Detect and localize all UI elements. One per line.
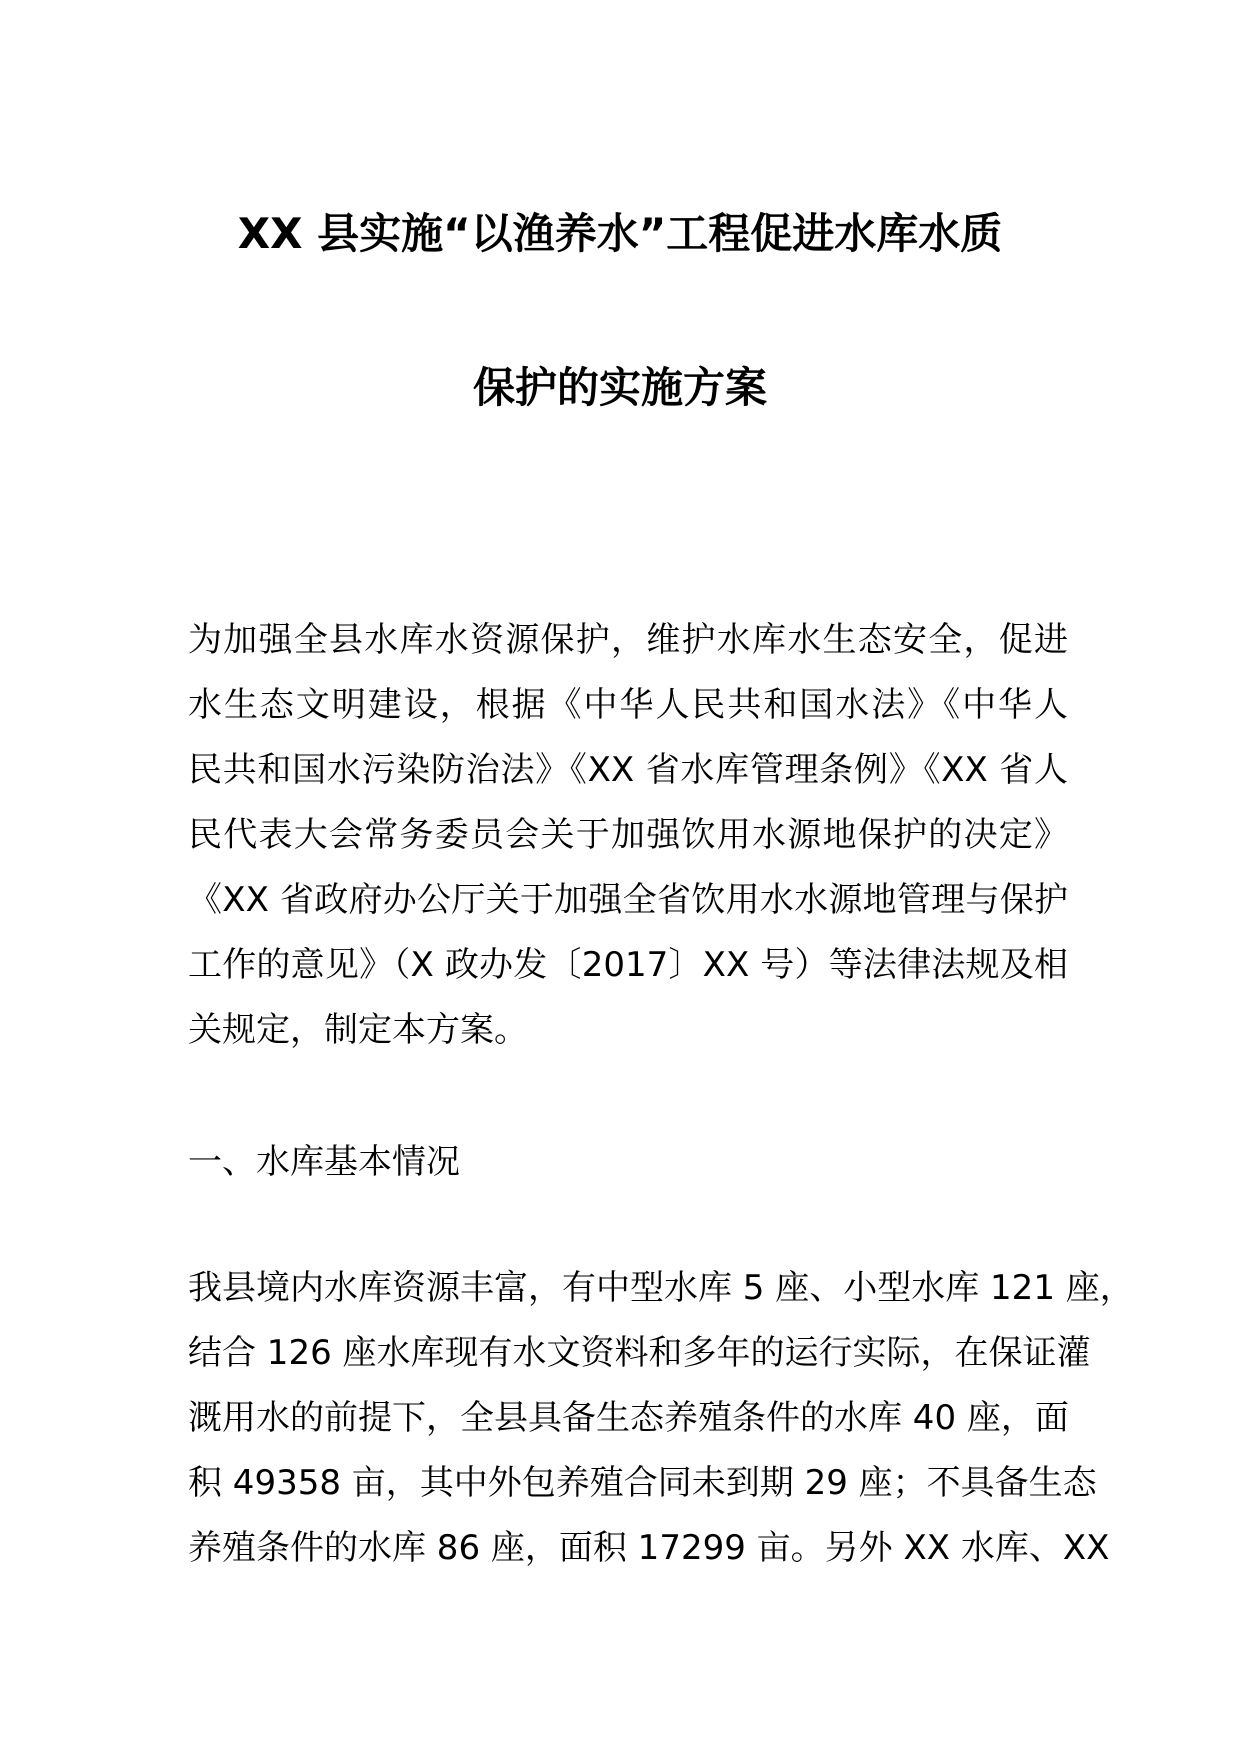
section-paragraph <box>188 1256 1134 1581</box>
document-title-line-1: XX 县实施“以渔养水”工程促进水库水质 <box>237 209 1003 258</box>
intro-line: 关规定，制定本方案。 <box>188 1010 528 1050</box>
intro-paragraph <box>188 608 1068 1063</box>
intro-line: 民代表大会常务委员会关于加强饮用水源地保护的决定》 <box>188 815 1068 855</box>
section-heading: 一、水库基本情况 <box>188 1142 460 1182</box>
intro-line: 民共和国水污染防治法》《XX 省水库管理条例》《XX 省人 <box>188 750 1068 790</box>
intro-line: 为加强全县水库水资源保护，维护水库水生态安全，促进 <box>188 620 1068 660</box>
section-line: 我县境内水库资源丰富，有中型水库 5 座、小型水库 121 座， <box>188 1268 1134 1308</box>
intro-line: 水生态文明建设，根据《中华人民共和国水法》《中华人 <box>188 685 1068 725</box>
section-line: 养殖条件的水库 86 座，面积 17299 亩。另外 XX 水库、XX <box>188 1528 1110 1568</box>
section-line: 积 49358 亩，其中外包养殖合同未到期 29 座；不具备生态 <box>188 1463 1097 1503</box>
section-line: 结合 126 座水库现有水文资料和多年的运行实际，在保证灌 <box>188 1333 1091 1373</box>
intro-line: 工作的意见》（X 政办发〔2017〕XX 号）等法律法规及相 <box>188 945 1068 985</box>
section-line: 溉用水的前提下，全县具备生态养殖条件的水库 40 座，面 <box>188 1398 1069 1438</box>
document-title-line-2: 保护的实施方案 <box>472 363 767 412</box>
intro-line: 《XX 省政府办公厅关于加强全省饮用水水源地管理与保护 <box>188 880 1068 920</box>
